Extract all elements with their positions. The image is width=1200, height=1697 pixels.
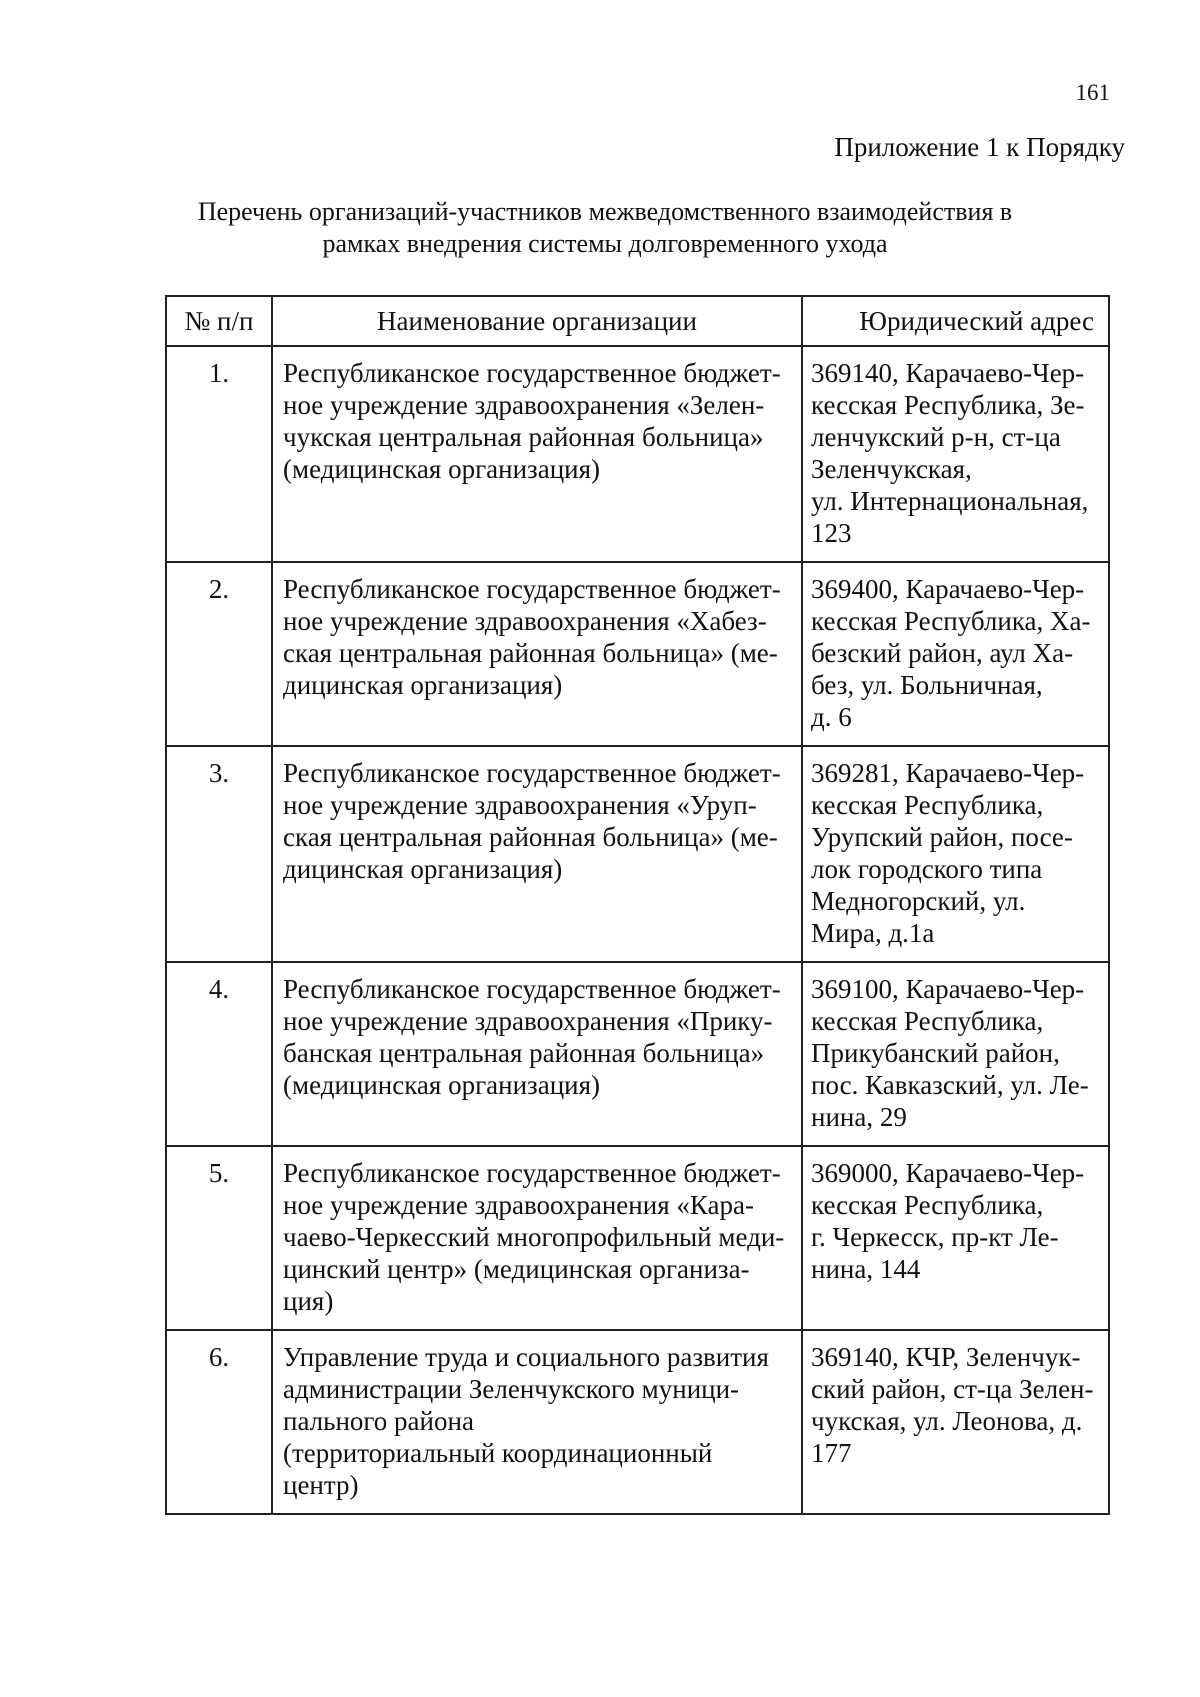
document-title (140, 196, 1070, 260)
row-number: 5. (166, 1146, 272, 1330)
address-line: без, ул. Больничная, (811, 670, 1043, 700)
name-line: (территориальный координационный (283, 1438, 713, 1468)
name-line: центр) (283, 1470, 359, 1500)
organization-name (272, 962, 802, 1146)
address-line: нина, 144 (811, 1254, 921, 1284)
row-number: 6. (166, 1330, 272, 1514)
address-line: Прикубанский район, (811, 1038, 1060, 1068)
table-row (166, 746, 1109, 962)
page-number: 161 (1075, 80, 1110, 105)
legal-address (802, 562, 1109, 746)
name-line: дицинская организация) (283, 670, 563, 700)
address-line: кесская Республика, (811, 1006, 1044, 1036)
header-name: Наименование организации (272, 296, 802, 346)
legal-address (802, 1146, 1109, 1330)
table-row (166, 1330, 1109, 1514)
address-line: 369281, Карачаево-Чер- (811, 758, 1085, 788)
address-line: г. Черкесск, пр-кт Ле- (811, 1222, 1059, 1252)
name-line: ская центральная районная больница» (ме- (283, 822, 778, 852)
address-line: 369400, Карачаево-Чер- (811, 574, 1085, 604)
row-number: 2. (166, 562, 272, 746)
address-line: лок городского типа (811, 854, 1043, 884)
name-line: ное учреждение здравоохранения «Уруп- (283, 790, 757, 820)
address-line: кесская Республика, (811, 1190, 1044, 1220)
address-line: 369000, Карачаево-Чер- (811, 1158, 1085, 1188)
address-line: Медногорский, ул. (811, 886, 1026, 916)
legal-address (802, 746, 1109, 962)
name-line: цинский центр» (медицинская организа- (283, 1254, 750, 1284)
address-line: 369140, КЧР, Зеленчук- (811, 1342, 1081, 1372)
name-line: Управление труда и социального развития (283, 1342, 769, 1372)
name-line: (медицинская организация) (283, 1070, 600, 1100)
legal-address (802, 1330, 1109, 1514)
title-line-1: Перечень организаций-участников межведомственного взаимодействия в (197, 197, 1013, 226)
organization-name (272, 746, 802, 962)
name-line: Республиканское государственное бюджет- (283, 1158, 781, 1188)
header-address: Юридический адрес (802, 296, 1109, 346)
name-line: Республиканское государственное бюджет- (283, 358, 781, 388)
address-line: Мира, д.1а (811, 918, 935, 948)
address-line: Зеленчукская, (811, 454, 972, 484)
address-line: ский район, ст-ца Зелен- (811, 1374, 1094, 1404)
organization-name (272, 562, 802, 746)
name-line: чаево-Черкесский многопрофильный меди- (283, 1222, 785, 1252)
address-line: д. 6 (811, 702, 852, 732)
name-line: чукская центральная районная больница» (283, 422, 764, 452)
address-line: нина, 29 (811, 1102, 907, 1132)
address-line: 123 (811, 518, 852, 548)
address-line: пос. Кавказский, ул. Ле- (811, 1070, 1089, 1100)
name-line: Республиканское государственное бюджет- (283, 758, 781, 788)
name-line: ция) (283, 1286, 334, 1316)
address-line: Урупский район, посе- (811, 822, 1073, 852)
legal-address (802, 346, 1109, 562)
address-line: кесская Республика, Зе- (811, 390, 1085, 420)
name-line: ное учреждение здравоохранения «Прику- (283, 1006, 773, 1036)
address-line: 177 (811, 1438, 852, 1468)
name-line: ное учреждение здравоохранения «Зелен- (283, 390, 765, 420)
name-line: администрации Зеленчукского муници- (283, 1374, 740, 1404)
row-number: 1. (166, 346, 272, 562)
organization-name (272, 346, 802, 562)
table-row (166, 962, 1109, 1146)
address-line: кесская Республика, (811, 790, 1044, 820)
table-row (166, 562, 1109, 746)
name-line: пального района (283, 1406, 474, 1436)
row-number: 4. (166, 962, 272, 1146)
address-line: 369100, Карачаево-Чер- (811, 974, 1085, 1004)
legal-address (802, 962, 1109, 1146)
table-row (166, 346, 1109, 562)
name-line: банская центральная районная больница» (283, 1038, 765, 1068)
table-row (166, 1146, 1109, 1330)
appendix-label: Приложение 1 к Порядку (834, 132, 1125, 162)
address-line: кесская Республика, Ха- (811, 606, 1091, 636)
name-line: Республиканское государственное бюджет- (283, 574, 781, 604)
address-line: ул. Интернациональная, (811, 486, 1089, 516)
name-line: ное учреждение здравоохранения «Кара- (283, 1190, 754, 1220)
address-line: 369140, Карачаево-Чер- (811, 358, 1085, 388)
address-line: ленчукский р-н, ст-ца (811, 422, 1061, 452)
organization-name (272, 1146, 802, 1330)
name-line: ская центральная районная больница» (ме- (283, 638, 778, 668)
row-number: 3. (166, 746, 272, 962)
name-line: дицинская организация) (283, 854, 563, 884)
header-num: № п/п (166, 296, 272, 346)
name-line: (медицинская организация) (283, 454, 600, 484)
address-line: безский район, аул Ха- (811, 638, 1074, 668)
name-line: Республиканское государственное бюджет- (283, 974, 781, 1004)
organizations-table (165, 295, 1110, 1515)
title-line-2: рамках внедрения системы долговременного ухода (322, 229, 888, 258)
name-line: ное учреждение здравоохранения «Хабез- (283, 606, 767, 636)
table-header-row (166, 296, 1109, 346)
organization-name (272, 1330, 802, 1514)
address-line: чукская, ул. Леонова, д. (811, 1406, 1083, 1436)
